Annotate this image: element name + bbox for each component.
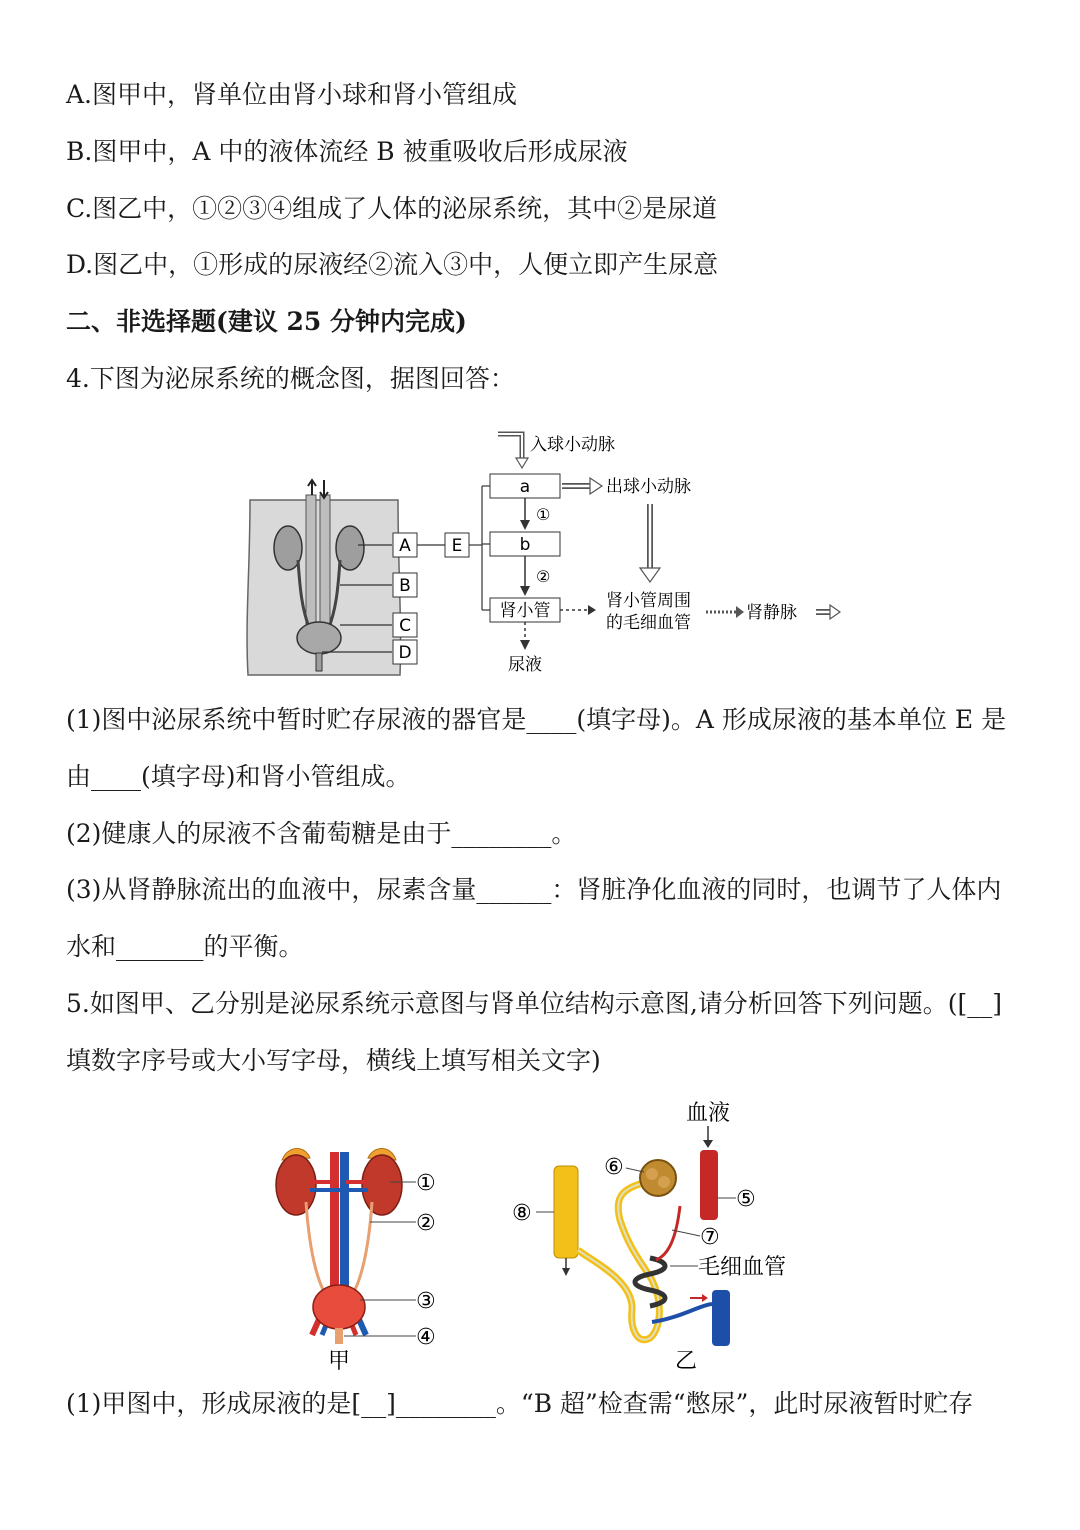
option-d: D.图乙中，①形成的尿液经②流入③中，人便立即产生尿意 bbox=[66, 250, 719, 279]
q4-sub3-line1: (3)从肾静脉流出的血液中，尿素含量______：肾脏净化血液的同时，也调节了人体内 bbox=[66, 875, 1002, 904]
section-title: 二、非选择题(建议 25 分钟内完成) bbox=[66, 307, 467, 336]
label-e: E bbox=[451, 536, 463, 556]
label-small-b: b bbox=[519, 535, 531, 555]
q4-stem: 4.下图为泌尿系统的概念图，据图回答： bbox=[66, 364, 515, 393]
urinary-system-illustration bbox=[247, 480, 401, 675]
capillary-label: 毛细血管 bbox=[698, 1255, 787, 1280]
urine-label: 尿液 bbox=[508, 655, 542, 675]
option-c: C.图乙中，①②③④组成了人体的泌尿系统，其中②是尿道 bbox=[66, 194, 718, 223]
yi-label-6: ⑥ bbox=[604, 1155, 624, 1180]
q4-sub3-line2: 水和_______的平衡。 bbox=[66, 932, 304, 961]
step-1: ① bbox=[536, 505, 551, 524]
afferent-label: 入球小动脉 bbox=[530, 435, 615, 455]
yi-label-7: ⑦ bbox=[700, 1225, 720, 1250]
option-b: B.图甲中，A 中的液体流经 B 被重吸收后形成尿液 bbox=[66, 137, 628, 166]
q5-sub1: (1)甲图中，形成尿液的是[__]________。“B 超”检查需“憋尿”，此时尿液暂时贮存 bbox=[66, 1389, 974, 1418]
yi-label-8: ⑧ bbox=[512, 1201, 532, 1226]
urinary-figures bbox=[260, 1090, 820, 1375]
yi-caption: 乙 bbox=[674, 1349, 698, 1374]
yi-label-5: ⑤ bbox=[736, 1187, 756, 1212]
tubule-label: 肾小管 bbox=[499, 601, 551, 621]
jia-label-1: ① bbox=[416, 1171, 436, 1196]
jia-label-4: ④ bbox=[416, 1325, 436, 1350]
option-a: A.图甲中，肾单位由肾小球和肾小管组成 bbox=[66, 80, 518, 109]
figure-jia bbox=[276, 1148, 436, 1374]
step-2: ② bbox=[536, 567, 551, 586]
figure-yi bbox=[512, 1101, 786, 1374]
jia-label-3: ③ bbox=[416, 1289, 436, 1314]
q4-sub1-line1: (1)图中泌尿系统中暂时贮存尿液的器官是____(填字母)。A 形成尿液的基本单位 E 是 bbox=[66, 705, 1007, 734]
label-a: A bbox=[399, 536, 411, 556]
q5-stem-line2: 填数字序号或大小写字母，横线上填写相关文字) bbox=[66, 1046, 601, 1075]
label-d: D bbox=[398, 643, 412, 663]
label-b: B bbox=[399, 576, 411, 596]
q4-sub1-line2: 由____(填字母)和肾小管组成。 bbox=[66, 762, 411, 791]
label-c: C bbox=[399, 616, 411, 636]
renal-vein-label: 肾静脉 bbox=[746, 603, 797, 623]
label-small-a: a bbox=[519, 477, 531, 497]
efferent-label: 出球小动脉 bbox=[606, 477, 691, 497]
q4-sub2: (2)健康人的尿液不含葡萄糖是由于________。 bbox=[66, 819, 577, 848]
q5-stem-line1: 5.如图甲、乙分别是泌尿系统示意图与肾单位结构示意图,请分析回答下列问题。([__] bbox=[66, 989, 1003, 1018]
blood-label: 血液 bbox=[685, 1101, 731, 1126]
jia-caption: 甲 bbox=[327, 1349, 351, 1374]
jia-label-2: ② bbox=[416, 1211, 436, 1236]
capillary-label-line1: 肾小管周围 bbox=[606, 591, 691, 611]
urinary-concept-diagram bbox=[240, 420, 860, 685]
capillary-label-line2: 的毛细血管 bbox=[606, 613, 691, 633]
